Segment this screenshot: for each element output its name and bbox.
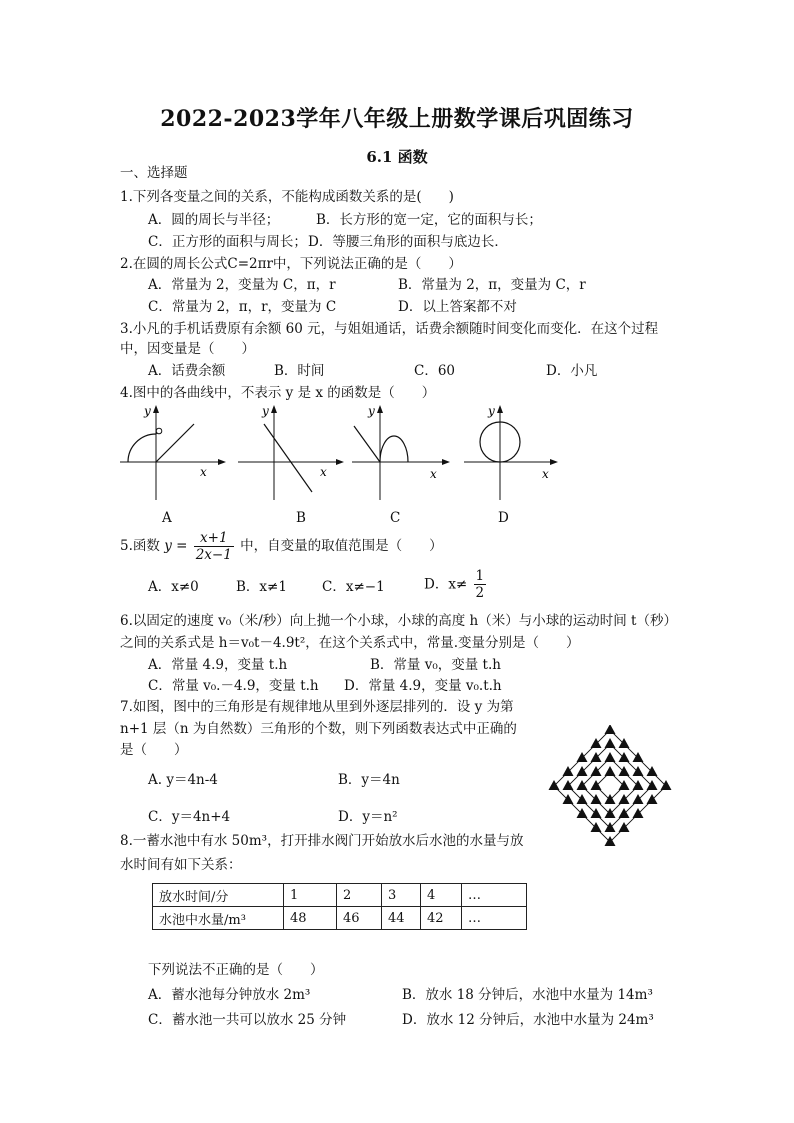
triangle-mark <box>563 780 574 790</box>
triangle-mark <box>605 738 616 748</box>
q1-option-d: D．等腰三角形的面积与底边长． <box>308 234 508 250</box>
table-cell: 水池中水量/m³ <box>153 907 284 930</box>
table-cell: 46 <box>337 907 382 930</box>
q3-option-a: A．话费余额 <box>148 363 226 379</box>
q8-option-d: D．放水 12 分钟后，水池中水量为 24m³ <box>402 1012 654 1028</box>
q7-option-c: C．y＝4n+4 <box>148 809 231 825</box>
q6-stem-line2: 之间的关系式是 h＝v₀t－4.9t²，在这个关系式中，常量.变量分别是（ ） <box>120 635 580 651</box>
q5-y-eq: y = <box>164 538 188 554</box>
triangle-mark <box>633 808 644 818</box>
q6-option-d: D．常量 4.9，变量 v₀.t.h <box>344 678 502 694</box>
triangle-mark <box>633 752 644 762</box>
triangle-mark <box>605 766 616 776</box>
triangle-mark <box>563 766 574 776</box>
triangle-mark <box>591 822 602 832</box>
triangle-mark <box>605 822 616 832</box>
q4-graph-c <box>350 402 460 502</box>
q5-option-d-fraction <box>474 568 487 601</box>
q4-label-a: A <box>162 510 172 526</box>
q4-b-y-label: y <box>262 404 269 418</box>
triangle-mark <box>605 794 616 804</box>
triangle-mark <box>591 738 602 748</box>
triangle-mark <box>577 752 588 762</box>
triangle-mark <box>577 780 588 790</box>
q6-option-c: C．常量 v₀.－4.9，变量 t.h <box>148 678 319 694</box>
triangle-mark <box>619 752 630 762</box>
q7-triangle-diagram <box>540 725 680 855</box>
table-row <box>153 884 527 907</box>
q2-option-a: A．常量为 2，变量为 C，π，r <box>148 277 336 293</box>
q2-stem: 2.在圆的周长公式C=2πr中，下列说法正确的是（ ） <box>120 256 462 272</box>
q1-option-b: B．长方形的宽一定，它的面积与长； <box>316 212 542 228</box>
table-cell: 4 <box>421 884 462 907</box>
triangle-mark <box>661 780 672 790</box>
table-cell: 1 <box>284 884 337 907</box>
triangle-mark <box>619 822 630 832</box>
triangle-mark <box>619 794 630 804</box>
table-cell: 放水时间/分 <box>153 884 284 907</box>
triangle-mark <box>605 725 616 734</box>
triangle-mark <box>591 780 602 790</box>
triangle-mark <box>605 836 616 846</box>
q4-c-y-label: y <box>368 404 375 418</box>
q3-stem-line1: 3.小凡的手机话费原有余额 60 元，与姐姐通话，话费余额随时间变化而变化．在这个过程 <box>120 321 659 337</box>
q5-option-d-den: 2 <box>475 585 485 601</box>
q7-option-b: B．y＝4n <box>338 772 400 788</box>
table-cell: 42 <box>421 907 462 930</box>
table-cell: 3 <box>382 884 421 907</box>
q8-stem-line1: 8.一蓄水池中有水 50m³，打开排水阀门开始放水后水池的水量与放 <box>120 833 524 849</box>
q8-data-table <box>152 883 527 930</box>
q5-denominator: 2x−1 <box>195 547 232 563</box>
q4-stem: 4.图中的各曲线中，不表示 y 是 x 的函数是（ ） <box>120 385 436 401</box>
q4-label-b: B <box>296 510 306 526</box>
q1-option-c: C．正方形的面积与周长； <box>148 234 307 250</box>
q2-option-d: D．以上答案都不对 <box>398 299 517 315</box>
triangle-mark <box>633 766 644 776</box>
triangle-mark <box>619 780 630 790</box>
q5-option-d <box>424 568 488 601</box>
q3-option-b: B．时间 <box>274 363 325 379</box>
triangle-mark <box>619 738 630 748</box>
triangle-mark <box>647 780 658 790</box>
q8-option-c: C．蓄水池一共可以放水 25 分钟 <box>148 1012 347 1028</box>
q3-stem-line2: 中，因变量是（ ） <box>120 341 255 357</box>
q4-d-y-label: y <box>488 404 495 418</box>
triangle-mark <box>619 766 630 776</box>
q4-b-x-label: x <box>320 465 327 479</box>
q3-option-c: C．60 <box>414 363 456 379</box>
q7-option-a: A. y＝4n-4 <box>148 772 218 788</box>
q5-prefix: 5.函数 <box>120 538 160 554</box>
triangle-mark <box>619 808 630 818</box>
table-cell: 44 <box>382 907 421 930</box>
q7-stem-line2: n+1 层（n 为自然数）三角形的个数，则下列函数表达式中正确的 <box>120 721 517 737</box>
q5-option-a: A．x≠0 <box>148 579 199 595</box>
triangle-mark <box>647 766 658 776</box>
q2-option-c: C．常量为 2，π，r，变量为 C <box>148 299 337 315</box>
triangle-mark <box>605 752 616 762</box>
q8-option-b: B．放水 18 分钟后，水池中水量为 14m³ <box>402 987 653 1003</box>
triangle-mark <box>633 794 644 804</box>
q5-fraction <box>194 530 234 563</box>
triangle-mark <box>647 794 658 804</box>
q5-numerator: x+1 <box>194 530 234 547</box>
triangle-mark <box>577 766 588 776</box>
q8-option-a: A．蓄水池每分钟放水 2m³ <box>148 987 311 1003</box>
q4-graph-a <box>118 402 228 502</box>
q4-label-c: C <box>390 510 401 526</box>
triangle-mark <box>605 808 616 818</box>
table-cell: 2 <box>337 884 382 907</box>
triangle-mark <box>591 794 602 804</box>
table-cell: … <box>462 907 527 930</box>
q5-stem <box>120 530 443 563</box>
q5-suffix: 中，自变量的取值范围是（ ） <box>240 538 443 554</box>
triangle-mark <box>591 808 602 818</box>
triangle-mark <box>633 780 644 790</box>
section-subtitle: 6.1 函数 <box>366 148 428 166</box>
q3-option-d: D．小凡 <box>546 363 598 379</box>
q4-d-x-label: x <box>542 467 549 481</box>
q7-stem-line3: 是（ ） <box>120 742 188 758</box>
q4-label-d: D <box>498 510 509 526</box>
q2-option-b: B．常量为 2，π，变量为 C，r <box>398 277 586 293</box>
q6-stem-line1: 6.以固定的速度 v₀（米/秒）向上抛一个小球，小球的高度 h（米）与小球的运动时间 t（秒） <box>120 613 677 629</box>
triangle-mark <box>591 766 602 776</box>
q5-option-b: B．x≠1 <box>236 579 287 595</box>
q4-a-x-label: x <box>200 465 207 479</box>
triangle-mark <box>591 752 602 762</box>
q4-a-y-label: y <box>144 404 151 418</box>
q6-option-b: B．常量 v₀，变量 t.h <box>370 657 501 673</box>
q1-stem: 1.下列各变量之间的关系，不能构成函数关系的是( ) <box>120 189 454 205</box>
q5-option-d-num: 1 <box>475 568 485 584</box>
table-cell: … <box>462 884 527 907</box>
q6-option-a: A．常量 4.9，变量 t.h <box>148 657 288 673</box>
triangle-mark <box>577 794 588 804</box>
q5-option-c: C．x≠−1 <box>322 579 385 595</box>
q1-option-a: A．圆的周长与半径； <box>148 212 280 228</box>
q5-option-d-text: D．x≠ <box>424 576 468 593</box>
triangle-mark <box>549 780 560 790</box>
q4-graph-b <box>236 402 346 502</box>
q8-stem-line2: 水时间有如下关系： <box>120 857 242 873</box>
page-title: 2022-2023学年八年级上册数学课后巩固练习 <box>160 106 634 132</box>
q4-graph-d <box>462 402 572 502</box>
q7-option-d: D．y＝n² <box>338 809 398 825</box>
q8-prompt: 下列说法不正确的是（ ） <box>148 962 324 978</box>
section-heading: 一、选择题 <box>120 165 188 181</box>
table-row <box>153 907 527 930</box>
q7-stem-line1: 7.如图，图中的三角形是有规律地从里到外逐层排列的．设 y 为第 <box>120 699 514 715</box>
triangle-mark <box>577 808 588 818</box>
q4-c-x-label: x <box>430 467 437 481</box>
triangle-mark <box>563 794 574 804</box>
table-cell: 48 <box>284 907 337 930</box>
